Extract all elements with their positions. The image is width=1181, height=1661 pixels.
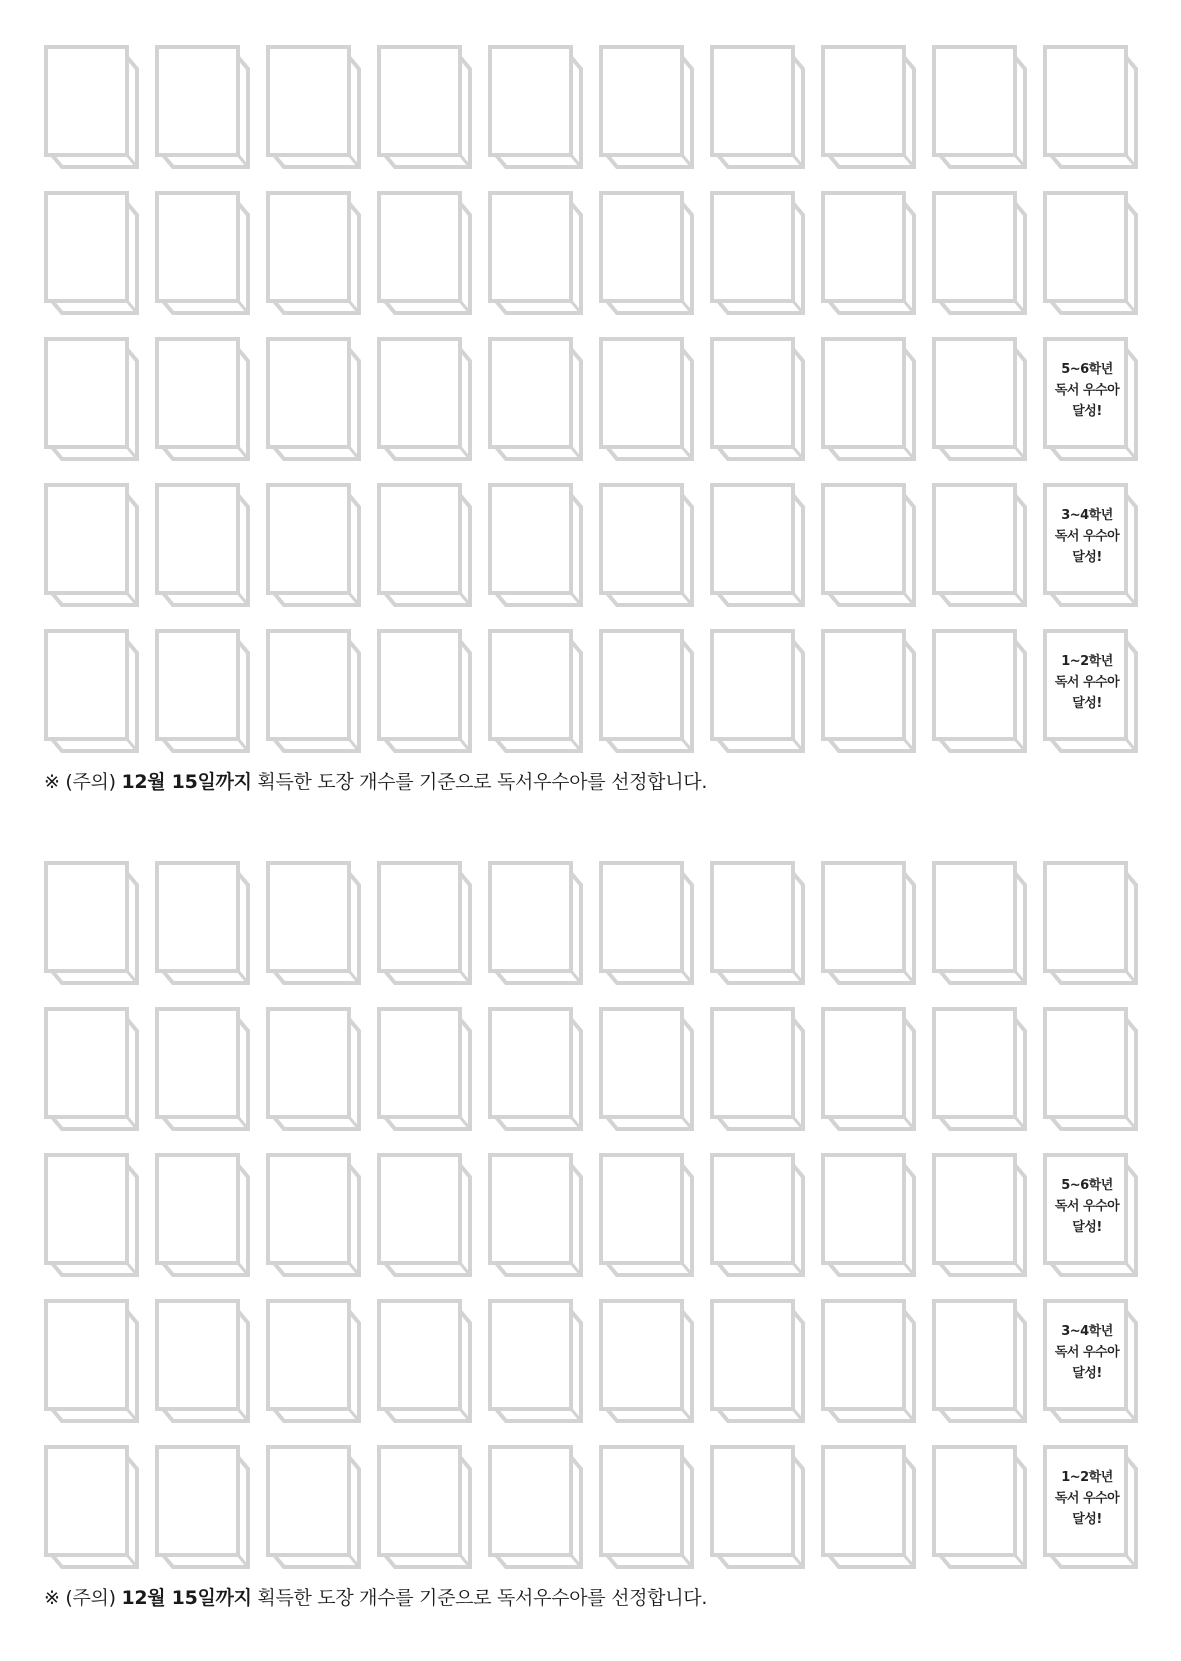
book-icon xyxy=(155,45,250,169)
stamp-cell xyxy=(932,1007,1027,1131)
book-icon xyxy=(932,1007,1027,1131)
milestone-label xyxy=(1047,1467,1127,1530)
book-icon xyxy=(377,337,472,461)
book-icon xyxy=(488,337,583,461)
notice-prefix: ※ (주의) xyxy=(44,771,122,793)
book-icon xyxy=(44,1153,139,1277)
stamp-cell xyxy=(377,337,472,461)
stamp-cell xyxy=(932,1445,1027,1569)
book-icon xyxy=(488,191,583,315)
book-icon xyxy=(266,337,361,461)
stamp-cell xyxy=(155,45,250,169)
milestone-line: 1~2학년 xyxy=(1061,1470,1113,1485)
stamp-cell xyxy=(821,861,916,985)
stamp-cell xyxy=(932,45,1027,169)
stamp-cell xyxy=(155,861,250,985)
book-icon xyxy=(266,45,361,169)
stamp-cell xyxy=(488,861,583,985)
book-icon xyxy=(1043,191,1138,315)
stamp-cell xyxy=(1043,629,1138,753)
book-icon xyxy=(932,483,1027,607)
book-icon xyxy=(599,45,694,169)
notice-rest: 획득한 도장 개수를 기준으로 독서우수아를 선정합니다. xyxy=(251,1587,708,1609)
book-icon xyxy=(710,1153,805,1277)
stamp-cell xyxy=(599,337,694,461)
stamp-cell xyxy=(932,861,1027,985)
book-icon xyxy=(155,861,250,985)
stamp-cell xyxy=(155,337,250,461)
stamp-grid xyxy=(44,45,1140,753)
book-icon xyxy=(710,1007,805,1131)
notice-prefix: ※ (주의) xyxy=(44,1587,122,1609)
milestone-line: 1~2학년 xyxy=(1061,654,1113,669)
stamp-cell xyxy=(599,629,694,753)
stamp-cell xyxy=(1043,861,1138,985)
book-icon xyxy=(932,337,1027,461)
stamp-cell xyxy=(710,483,805,607)
stamp-cell xyxy=(155,629,250,753)
stamp-cell xyxy=(599,1299,694,1423)
book-icon xyxy=(488,483,583,607)
book-icon xyxy=(266,191,361,315)
stamp-cell xyxy=(710,1445,805,1569)
stamp-cell xyxy=(377,1299,472,1423)
book-icon xyxy=(710,45,805,169)
book-icon xyxy=(599,191,694,315)
stamp-cell xyxy=(710,629,805,753)
book-icon xyxy=(44,1299,139,1423)
stamp-grid xyxy=(44,861,1140,1569)
stamp-cell xyxy=(710,1007,805,1131)
stamp-cell xyxy=(821,337,916,461)
milestone-label xyxy=(1047,1175,1127,1238)
stamp-cell xyxy=(1043,1007,1138,1131)
book-icon xyxy=(932,861,1027,985)
book-icon xyxy=(932,629,1027,753)
stamp-cell xyxy=(599,1153,694,1277)
stamp-cell xyxy=(44,629,139,753)
milestone-line: 독서 우수아 xyxy=(1054,529,1120,544)
book-icon xyxy=(599,337,694,461)
milestone-line: 독서 우수아 xyxy=(1054,1345,1120,1360)
book-icon xyxy=(266,1007,361,1131)
stamp-cell xyxy=(155,1445,250,1569)
book-icon xyxy=(488,1299,583,1423)
milestone-line: 달성! xyxy=(1072,404,1102,419)
stamp-cell xyxy=(932,191,1027,315)
milestone-line: 5~6학년 xyxy=(1061,1178,1113,1193)
stamp-cell xyxy=(932,1153,1027,1277)
stamp-cell xyxy=(1043,337,1138,461)
stamp-cell xyxy=(266,1299,361,1423)
stamp-cell xyxy=(266,1153,361,1277)
book-icon xyxy=(266,483,361,607)
book-icon xyxy=(821,1153,916,1277)
stamp-cell xyxy=(377,1007,472,1131)
stamp-cell xyxy=(599,1445,694,1569)
book-icon xyxy=(44,191,139,315)
milestone-line: 달성! xyxy=(1072,1512,1102,1527)
milestone-line: 독서 우수아 xyxy=(1054,1491,1120,1506)
stamp-cell xyxy=(377,629,472,753)
book-icon xyxy=(377,1445,472,1569)
stamp-cell xyxy=(266,191,361,315)
notice-deadline: 12월 15일까지 xyxy=(121,771,252,793)
stamp-cell xyxy=(377,861,472,985)
stamp-cell xyxy=(44,483,139,607)
stamp-cell xyxy=(155,1153,250,1277)
book-icon xyxy=(710,337,805,461)
book-icon xyxy=(155,191,250,315)
book-icon xyxy=(932,45,1027,169)
book-icon xyxy=(821,337,916,461)
book-icon xyxy=(488,1445,583,1569)
stamp-cell xyxy=(710,1299,805,1423)
stamp-sheet-top xyxy=(44,45,1140,794)
milestone-line: 5~6학년 xyxy=(1061,362,1113,377)
stamp-cell xyxy=(932,1299,1027,1423)
book-icon xyxy=(44,1445,139,1569)
book-icon xyxy=(44,861,139,985)
book-icon xyxy=(377,1153,472,1277)
milestone-line: 달성! xyxy=(1072,696,1102,711)
book-icon xyxy=(266,629,361,753)
book-icon xyxy=(599,1445,694,1569)
stamp-cell xyxy=(266,45,361,169)
stamp-cell xyxy=(1043,191,1138,315)
milestone-line: 달성! xyxy=(1072,550,1102,565)
milestone-label xyxy=(1047,1321,1127,1384)
book-icon xyxy=(377,629,472,753)
stamp-cell xyxy=(599,483,694,607)
stamp-cell xyxy=(155,1007,250,1131)
stamp-cell xyxy=(821,191,916,315)
stamp-cell xyxy=(488,629,583,753)
stamp-cell xyxy=(488,1299,583,1423)
stamp-cell xyxy=(266,1007,361,1131)
milestone-line: 독서 우수아 xyxy=(1054,675,1120,690)
stamp-cell xyxy=(488,1007,583,1131)
stamp-cell xyxy=(488,337,583,461)
book-icon xyxy=(377,1007,472,1131)
stamp-cell xyxy=(266,483,361,607)
stamp-cell xyxy=(155,483,250,607)
stamp-cell xyxy=(377,191,472,315)
stamp-cell xyxy=(821,45,916,169)
stamp-cell xyxy=(710,861,805,985)
book-icon xyxy=(488,1007,583,1131)
stamp-cell xyxy=(266,629,361,753)
stamp-cell xyxy=(488,191,583,315)
book-icon xyxy=(1043,45,1138,169)
book-icon xyxy=(599,1007,694,1131)
stamp-cell xyxy=(821,483,916,607)
book-icon xyxy=(710,483,805,607)
book-icon xyxy=(710,1445,805,1569)
book-icon xyxy=(377,1299,472,1423)
stamp-cell xyxy=(488,45,583,169)
stamp-cell xyxy=(599,1007,694,1131)
book-icon xyxy=(488,629,583,753)
book-icon xyxy=(155,1299,250,1423)
stamp-cell xyxy=(932,483,1027,607)
stamp-cell xyxy=(44,1007,139,1131)
book-icon xyxy=(821,483,916,607)
book-icon xyxy=(599,1299,694,1423)
stamp-cell xyxy=(266,337,361,461)
stamp-cell xyxy=(821,1007,916,1131)
book-icon xyxy=(155,1153,250,1277)
book-icon xyxy=(44,629,139,753)
book-icon xyxy=(821,1445,916,1569)
stamp-cell xyxy=(488,1445,583,1569)
milestone-label xyxy=(1047,359,1127,422)
book-icon xyxy=(488,1153,583,1277)
milestone-label xyxy=(1047,651,1127,714)
book-icon xyxy=(821,45,916,169)
book-icon xyxy=(599,1153,694,1277)
stamp-cell xyxy=(710,45,805,169)
book-icon xyxy=(44,1007,139,1131)
milestone-label xyxy=(1047,505,1127,568)
book-icon xyxy=(599,861,694,985)
milestone-line: 독서 우수아 xyxy=(1054,383,1120,398)
stamp-cell xyxy=(44,191,139,315)
book-icon xyxy=(932,1153,1027,1277)
book-icon xyxy=(155,483,250,607)
book-icon xyxy=(710,191,805,315)
book-icon xyxy=(710,861,805,985)
deadline-notice xyxy=(44,1583,1140,1610)
stamp-cell xyxy=(599,191,694,315)
milestone-line: 3~4학년 xyxy=(1061,1324,1113,1339)
book-icon xyxy=(710,629,805,753)
stamp-cell xyxy=(1043,45,1138,169)
stamp-cell xyxy=(377,1153,472,1277)
milestone-line: 달성! xyxy=(1072,1220,1102,1235)
book-icon xyxy=(266,1445,361,1569)
notice-deadline: 12월 15일까지 xyxy=(121,1587,252,1609)
book-icon xyxy=(155,1445,250,1569)
book-icon xyxy=(1043,861,1138,985)
stamp-cell xyxy=(1043,1299,1138,1423)
milestone-line: 3~4학년 xyxy=(1061,508,1113,523)
book-icon xyxy=(932,1445,1027,1569)
stamp-cell xyxy=(377,45,472,169)
milestone-line: 달성! xyxy=(1072,1366,1102,1381)
book-icon xyxy=(44,483,139,607)
stamp-cell xyxy=(155,1299,250,1423)
book-icon xyxy=(599,483,694,607)
book-icon xyxy=(266,1153,361,1277)
book-icon xyxy=(932,1299,1027,1423)
book-icon xyxy=(821,191,916,315)
stamp-cell xyxy=(266,861,361,985)
stamp-cell xyxy=(488,1153,583,1277)
book-icon xyxy=(377,45,472,169)
book-icon xyxy=(266,861,361,985)
stamp-cell xyxy=(1043,483,1138,607)
milestone-line: 독서 우수아 xyxy=(1054,1199,1120,1214)
stamp-cell xyxy=(488,483,583,607)
book-icon xyxy=(377,191,472,315)
stamp-cell xyxy=(377,1445,472,1569)
stamp-cell xyxy=(710,1153,805,1277)
stamp-cell xyxy=(599,861,694,985)
book-icon xyxy=(932,191,1027,315)
stamp-cell xyxy=(44,1299,139,1423)
stamp-cell xyxy=(821,1445,916,1569)
stamp-cell xyxy=(932,337,1027,461)
book-icon xyxy=(1043,1007,1138,1131)
book-icon xyxy=(377,483,472,607)
stamp-cell xyxy=(1043,1153,1138,1277)
stamp-cell xyxy=(932,629,1027,753)
book-icon xyxy=(155,629,250,753)
stamp-cell xyxy=(44,337,139,461)
book-icon xyxy=(155,1007,250,1131)
book-icon xyxy=(821,861,916,985)
book-icon xyxy=(821,1007,916,1131)
stamp-cell xyxy=(1043,1445,1138,1569)
stamp-cell xyxy=(821,629,916,753)
stamp-cell xyxy=(710,191,805,315)
book-icon xyxy=(488,45,583,169)
stamp-cell xyxy=(44,861,139,985)
book-icon xyxy=(821,629,916,753)
book-icon xyxy=(155,337,250,461)
stamp-cell xyxy=(44,1445,139,1569)
stamp-cell xyxy=(599,45,694,169)
stamp-sheet-bottom xyxy=(44,861,1140,1610)
notice-rest: 획득한 도장 개수를 기준으로 독서우수아를 선정합니다. xyxy=(251,771,708,793)
stamp-cell xyxy=(821,1153,916,1277)
stamp-cell xyxy=(44,45,139,169)
book-icon xyxy=(821,1299,916,1423)
stamp-cell xyxy=(155,191,250,315)
stamp-cell xyxy=(44,1153,139,1277)
book-icon xyxy=(710,1299,805,1423)
book-icon xyxy=(266,1299,361,1423)
book-icon xyxy=(44,337,139,461)
book-icon xyxy=(488,861,583,985)
book-icon xyxy=(599,629,694,753)
book-icon xyxy=(377,861,472,985)
stamp-cell xyxy=(821,1299,916,1423)
deadline-notice xyxy=(44,767,1140,794)
book-icon xyxy=(44,45,139,169)
stamp-cell xyxy=(710,337,805,461)
stamp-cell xyxy=(377,483,472,607)
stamp-cell xyxy=(266,1445,361,1569)
